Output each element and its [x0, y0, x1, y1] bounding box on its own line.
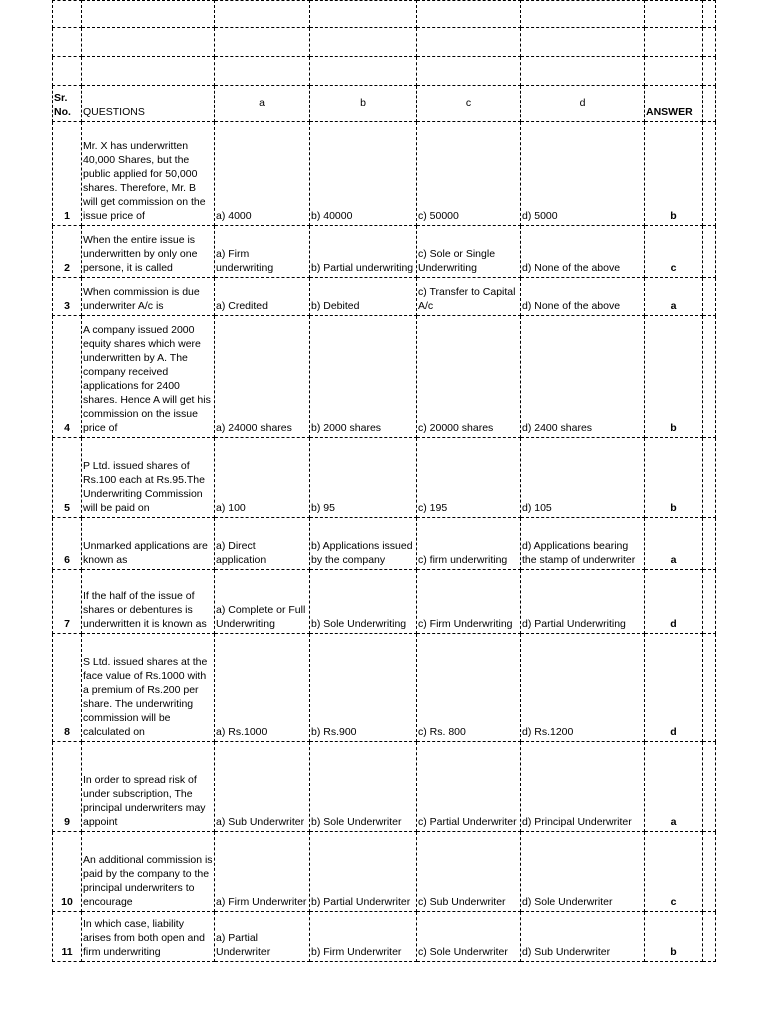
answer-cell: b [645, 122, 703, 226]
option-b: b) 40000 [310, 122, 417, 226]
option-c: c) 50000 [417, 122, 521, 226]
question-row [53, 832, 716, 912]
option-c: c) Rs. 800 [417, 634, 521, 742]
option-b: b) 2000 shares [310, 316, 417, 438]
option-b: b) Firm Underwriter [310, 912, 417, 962]
option-c: c) Sub Underwriter [417, 832, 521, 912]
question-row [53, 122, 716, 226]
answer-cell: d [645, 570, 703, 634]
blank-row [53, 57, 716, 86]
header-option-c: c [417, 86, 521, 122]
option-d: d) 105 [521, 438, 645, 518]
answer-cell: a [645, 518, 703, 570]
option-b: b) Rs.900 [310, 634, 417, 742]
option-c: c) Firm Underwriting [417, 570, 521, 634]
spacer-cell [703, 912, 716, 962]
question-row [53, 742, 716, 832]
header-answer: ANSWER [645, 86, 703, 122]
header-option-d: d [521, 86, 645, 122]
answer-cell: c [645, 832, 703, 912]
blank-row [53, 1, 716, 28]
question-row [53, 316, 716, 438]
question-row [53, 570, 716, 634]
question-number: 7 [53, 570, 82, 634]
option-c: c) 20000 shares [417, 316, 521, 438]
answer-cell: b [645, 912, 703, 962]
question-row [53, 438, 716, 518]
option-a: a) 4000 [215, 122, 310, 226]
header-sr-no: Sr. No. [53, 86, 82, 122]
question-number: 11 [53, 912, 82, 962]
option-d: d) Partial Underwriting [521, 570, 645, 634]
option-d: d) None of the above [521, 278, 645, 316]
option-d: d) Sub Underwriter [521, 912, 645, 962]
mcq-sheet [52, 0, 716, 962]
question-text: In order to spread risk of under subscription, The principal underwriters may appoint [82, 742, 215, 832]
question-row [53, 518, 716, 570]
spacer-cell [703, 832, 716, 912]
option-a: a) Credited [215, 278, 310, 316]
option-b: b) Applications issued by the company [310, 518, 417, 570]
spacer-cell [703, 570, 716, 634]
question-text: Unmarked applications are known as [82, 518, 215, 570]
question-number: 3 [53, 278, 82, 316]
option-d: d) 5000 [521, 122, 645, 226]
option-a: a) Firm Underwriter [215, 832, 310, 912]
option-b: b) Partial underwriting [310, 226, 417, 278]
header-option-a: a [215, 86, 310, 122]
question-row [53, 278, 716, 316]
option-d: d) Principal Underwriter [521, 742, 645, 832]
option-a: a) 100 [215, 438, 310, 518]
option-b: b) 95 [310, 438, 417, 518]
option-c: c) Sole or Single Underwriting [417, 226, 521, 278]
question-number: 9 [53, 742, 82, 832]
header-questions: QUESTIONS [82, 86, 215, 122]
option-d: d) 2400 shares [521, 316, 645, 438]
option-c: c) Partial Underwriter [417, 742, 521, 832]
question-row [53, 912, 716, 962]
answer-cell: c [645, 226, 703, 278]
question-row [53, 634, 716, 742]
option-b: b) Sole Underwriting [310, 570, 417, 634]
spacer-cell [703, 278, 716, 316]
spacer-cell [703, 316, 716, 438]
question-text: When commission is due underwriter A/c is [82, 278, 215, 316]
option-a: a) 24000 shares [215, 316, 310, 438]
option-d: d) None of the above [521, 226, 645, 278]
question-number: 10 [53, 832, 82, 912]
spacer-cell [703, 122, 716, 226]
question-number: 5 [53, 438, 82, 518]
option-a: a) Direct application [215, 518, 310, 570]
answer-cell: b [645, 438, 703, 518]
question-row [53, 226, 716, 278]
option-d: d) Applications bearing the stamp of underwriter [521, 518, 645, 570]
question-number: 4 [53, 316, 82, 438]
option-b: b) Debited [310, 278, 417, 316]
option-c: c) 195 [417, 438, 521, 518]
question-text: In which case, liability arises from both open and firm underwriting [82, 912, 215, 962]
option-a: a) Rs.1000 [215, 634, 310, 742]
question-number: 8 [53, 634, 82, 742]
question-text: S Ltd. issued shares at the face value of Rs.1000 with a premium of Rs.200 per share. The underwriting commission will be calculated on [82, 634, 215, 742]
question-text: An additional commission is paid by the company to the principal underwriters to encourage [82, 832, 215, 912]
option-a: a) Partial Underwriter [215, 912, 310, 962]
answer-cell: a [645, 278, 703, 316]
question-number: 2 [53, 226, 82, 278]
question-number: 1 [53, 122, 82, 226]
answer-cell: b [645, 316, 703, 438]
spacer-cell [703, 438, 716, 518]
option-a: a) Complete or Full Underwriting [215, 570, 310, 634]
option-b: b) Sole Underwriter [310, 742, 417, 832]
spacer-cell [703, 742, 716, 832]
option-a: a) Sub Underwriter [215, 742, 310, 832]
spacer-cell [703, 634, 716, 742]
option-d: d) Sole Underwriter [521, 832, 645, 912]
header-row [53, 86, 716, 122]
option-c: c) Sole Underwriter [417, 912, 521, 962]
spacer-cell [703, 226, 716, 278]
header-option-b: b [310, 86, 417, 122]
option-c: c) Transfer to Capital A/c [417, 278, 521, 316]
answer-cell: d [645, 634, 703, 742]
option-b: b) Partial Underwriter [310, 832, 417, 912]
question-text: If the half of the issue of shares or debentures is underwritten it is known as [82, 570, 215, 634]
question-text: P Ltd. issued shares of Rs.100 each at Rs.95.The Underwriting Commission will be paid on [82, 438, 215, 518]
spacer-cell [703, 518, 716, 570]
blank-row [53, 28, 716, 57]
question-text: A company issued 2000 equity shares which were underwritten by A. The company received applications for 2400 shares. Hence A will get his commission on the issue price of [82, 316, 215, 438]
option-d: d) Rs.1200 [521, 634, 645, 742]
question-number: 6 [53, 518, 82, 570]
option-a: a) Firm underwriting [215, 226, 310, 278]
answer-cell: a [645, 742, 703, 832]
question-text: When the entire issue is underwritten by only one persone, it is called [82, 226, 215, 278]
question-text: Mr. X has underwritten 40,000 Shares, but the public applied for 50,000 shares. Therefore, Mr. B will get commission on the issue price of [82, 122, 215, 226]
option-c: c) firm underwriting [417, 518, 521, 570]
